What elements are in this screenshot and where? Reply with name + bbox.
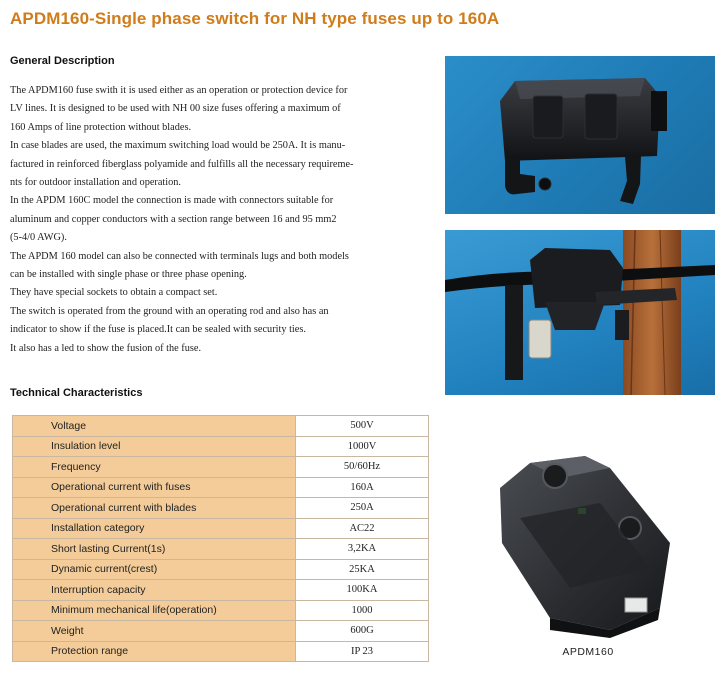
table-row (13, 621, 429, 642)
spec-name: Short lasting Current(1s) (13, 539, 296, 560)
spec-value: 600G (296, 621, 429, 642)
description-line: In the APDM 160C model the connection is made with connectors suitable for (10, 195, 334, 207)
spec-name: Voltage (13, 416, 296, 437)
table-row (13, 416, 429, 437)
description-line: factured in reinforced fiberglass polyamide and fulfills all the necessary requireme- (10, 158, 354, 170)
table-row (13, 518, 429, 539)
spec-name: Insulation level (13, 436, 296, 457)
table-row (13, 580, 429, 601)
table-row (13, 436, 429, 457)
spec-name: Weight (13, 621, 296, 642)
apdm160-product-illustration (490, 448, 680, 638)
product-caption: APDM160 (562, 646, 614, 658)
fuse-switch-illustration (445, 56, 715, 214)
product-photo-apdm160 (490, 448, 680, 638)
spec-name: Protection range (13, 641, 296, 662)
description-line: nts for outdoor installation and operation. (10, 177, 182, 189)
description-line: In case blades are used, the maximum switching load would be 250A. It is manu- (10, 140, 346, 152)
spec-name: Operational current with fuses (13, 477, 296, 498)
table-row (13, 559, 429, 580)
description-line: LV lines. It is designed to be used with NH 00 size fuses offering a maximum of (10, 103, 341, 115)
spec-value: 500V (296, 416, 429, 437)
table-row (13, 539, 429, 560)
spec-name: Interruption capacity (13, 580, 296, 601)
spec-value: 50/60Hz (296, 457, 429, 478)
description-line: 160 Amps of line protection without blades. (10, 121, 192, 133)
description-line: can be installed with single phase or three phase opening. (10, 269, 247, 281)
table-row (13, 498, 429, 519)
technical-characteristics-table (12, 415, 429, 662)
table-row (13, 600, 429, 621)
general-description-heading: General Description (10, 55, 115, 67)
spec-name: Dynamic current(crest) (13, 559, 296, 580)
spec-value: 1000V (296, 436, 429, 457)
installation-photo-pole (445, 230, 715, 395)
spec-value: IP 23 (296, 641, 429, 662)
description-line: It also has a led to show the fusion of the fuse. (10, 342, 202, 354)
description-line: indicator to show if the fuse is placed.It can be sealed with security ties. (10, 324, 306, 336)
spec-name: Operational current with blades (13, 498, 296, 519)
description-line: The APDM 160 model can also be connected with terminals lugs and both models (10, 250, 349, 262)
description-line: The switch is operated from the ground with an operating rod and also has an (10, 305, 329, 317)
product-photo-switch (445, 56, 715, 214)
pole-installation-illustration (445, 230, 715, 395)
table-row (13, 457, 429, 478)
spec-value: 3,2KA (296, 539, 429, 560)
spec-value: 1000 (296, 600, 429, 621)
spec-name: Frequency (13, 457, 296, 478)
spec-name: Installation category (13, 518, 296, 539)
technical-characteristics-heading: Technical Characteristics (10, 387, 143, 399)
spec-value: 160A (296, 477, 429, 498)
spec-value: 250A (296, 498, 429, 519)
description-line: The APDM160 fuse swith it is used either as an operation or protection device for (10, 85, 348, 96)
table-row (13, 477, 429, 498)
general-description-text (10, 82, 402, 358)
spec-value: AC22 (296, 518, 429, 539)
description-line: They have special sockets to obtain a compact set. (10, 287, 218, 299)
description-line: aluminum and copper conductors with a section range between 16 and 95 mm2 (10, 213, 337, 225)
spec-value: 25KA (296, 559, 429, 580)
page-title: APDM160-Single phase switch for NH type fuses up to 160A (10, 9, 500, 28)
description-line: (5-4/0 AWG). (10, 232, 67, 244)
spec-name: Minimum mechanical life(operation) (13, 600, 296, 621)
spec-value: 100KA (296, 580, 429, 601)
table-row (13, 641, 429, 662)
